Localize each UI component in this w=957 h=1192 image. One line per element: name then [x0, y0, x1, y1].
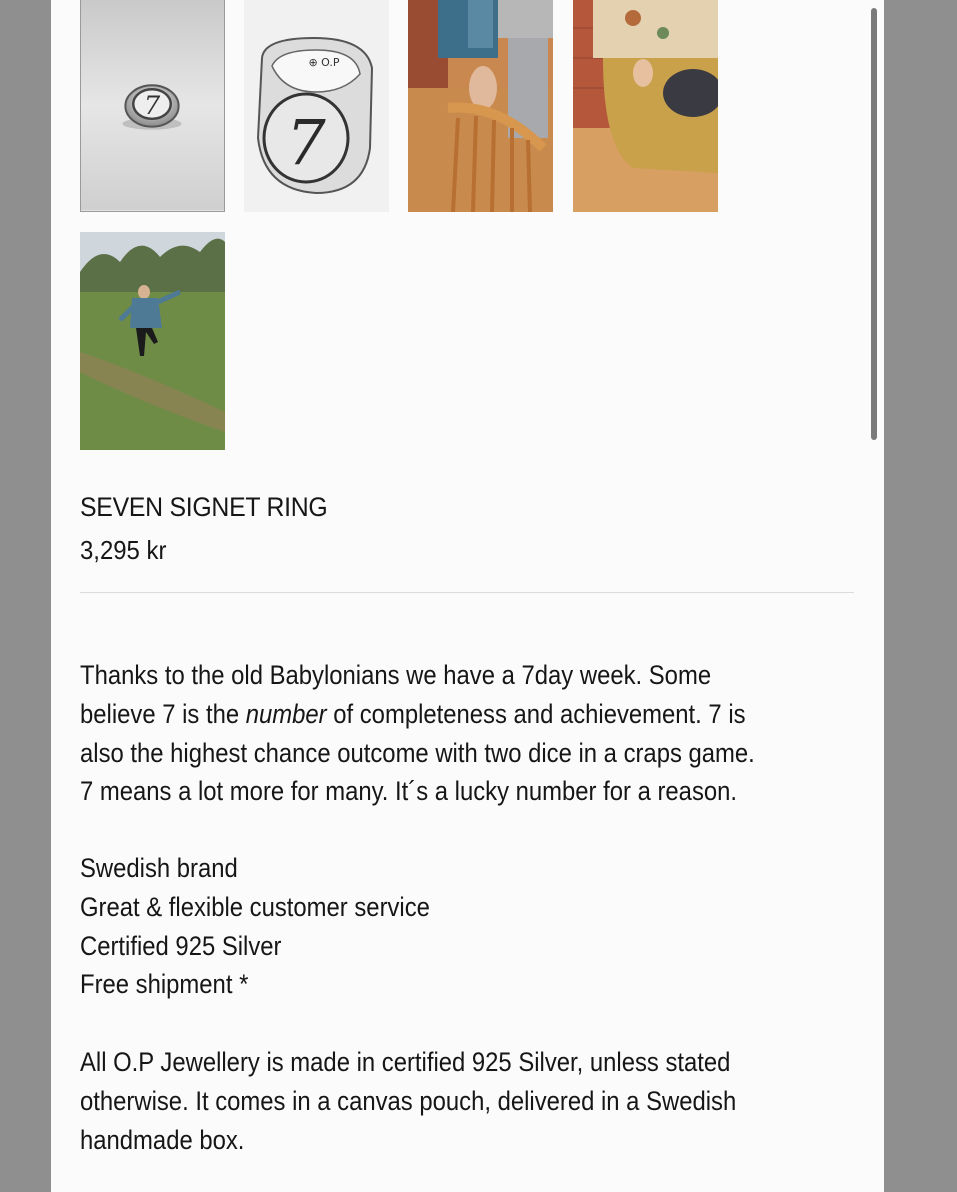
feature-item: Free shipment * [80, 969, 249, 1000]
ring-side-image [244, 0, 389, 212]
gallery-thumb-model-chair[interactable] [408, 0, 553, 212]
model-chair-image [408, 0, 553, 212]
svg-text:7: 7 [286, 106, 326, 179]
feature-item: Certified 925 Silver [80, 930, 282, 961]
description-emphasis: number [245, 698, 327, 729]
model-armchair-image [573, 0, 718, 212]
description-line: Thanks to the old Babylonians we have a 7day week. Some [80, 660, 712, 690]
description-line: 7 means a lot more for many. It´s a lucky number for a reason. [80, 776, 738, 807]
scrollbar[interactable] [871, 8, 877, 440]
description-text: of completeness and achievement. 7 is [326, 698, 746, 729]
ring-engraving-7: 7 [143, 90, 161, 121]
product-page [51, 0, 884, 1192]
note-line: handmade box. [80, 1124, 245, 1155]
description-line [80, 695, 836, 734]
product-description [80, 656, 836, 811]
feature-item: Great & flexible customer service [80, 891, 430, 922]
product-title: SEVEN SIGNET RING [80, 492, 328, 522]
product-price: 3,295 kr [80, 535, 167, 565]
note-line: otherwise. It comes in a canvas pouch, delivered in a Swedish [80, 1085, 737, 1116]
ring-front-image [81, 0, 224, 211]
description-line: also the highest chance outcome with two dice in a craps game. [80, 737, 755, 768]
feature-list [80, 849, 430, 1004]
gallery-thumb-model-armchair[interactable] [573, 0, 718, 212]
divider [80, 592, 854, 593]
material-note [80, 1043, 854, 1159]
model-field-image [80, 232, 225, 450]
note-line: All O.P Jewellery is made in certified 925 Silver, unless stated [80, 1047, 731, 1077]
gallery-thumb-model-field[interactable] [80, 232, 225, 450]
svg-text:⊕ O.P: ⊕ O.P [308, 56, 340, 69]
description-text: believe 7 is the [80, 698, 246, 729]
gallery-thumb-ring-side[interactable] [244, 0, 389, 212]
gallery-thumb-ring-front[interactable] [80, 0, 225, 212]
feature-item: Swedish brand [80, 853, 238, 883]
